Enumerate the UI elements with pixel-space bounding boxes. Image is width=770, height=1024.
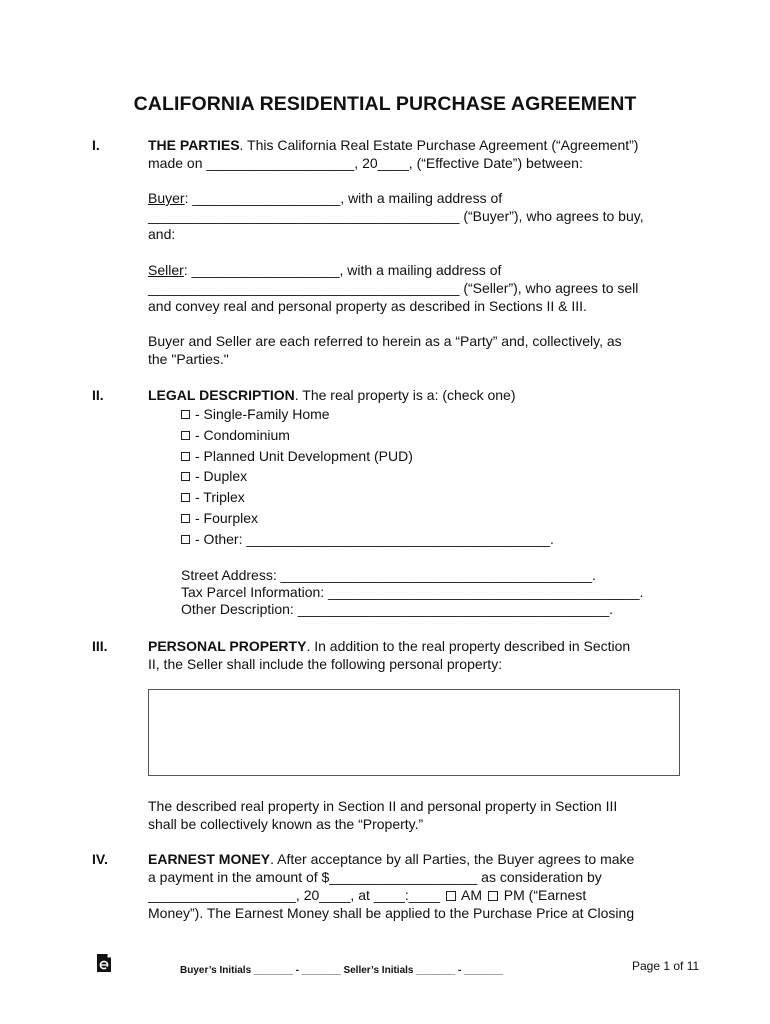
tax-parcel-field[interactable]: Tax Parcel Information: ________________________________________. <box>181 584 644 600</box>
checkbox-icon[interactable] <box>181 410 190 419</box>
document-title: CALIFORNIA RESIDENTIAL PURCHASE AGREEMENT <box>133 93 637 115</box>
earnest-line1: . After acceptance by all Parties, the Buyer agrees to make <box>270 851 635 867</box>
personal-property-textbox[interactable] <box>148 689 680 776</box>
property-definition-line2: shall be collectively known as the “Property.” <box>148 816 424 832</box>
pm-checkbox-icon[interactable] <box>488 891 498 901</box>
section-earnest-intro <box>148 850 634 922</box>
option-duplex[interactable] <box>181 466 554 487</box>
parties-line2[interactable]: made on ___________________, 20____, (“Effective Date”) between: <box>148 155 583 171</box>
checkbox-icon[interactable] <box>181 452 190 461</box>
other-description-field[interactable]: Other Description: ________________________________________. <box>181 601 614 617</box>
personal-line1: . In addition to the real property described in Section <box>306 638 631 654</box>
checkbox-icon[interactable] <box>181 472 190 481</box>
section-number-personal: III. <box>92 638 108 654</box>
seller-line1[interactable]: : ___________________, with a mailing address of <box>183 262 502 278</box>
collective-definition <box>148 332 622 368</box>
collective-line2: the "Parties." <box>148 351 229 367</box>
option-label: - Condominium <box>195 426 290 443</box>
collective-line1: Buyer and Seller are each referred to herein as a “Party” and, collectively, as <box>148 333 622 349</box>
checkbox-icon[interactable] <box>181 535 190 544</box>
section-heading-personal: PERSONAL PROPERTY <box>148 638 307 654</box>
personal-line2: II, the Seller shall include the following personal property: <box>148 656 503 672</box>
option-label: - Duplex <box>195 468 248 485</box>
earnest-amount-field[interactable]: a payment in the amount of $___________________ as consideration by <box>148 869 602 885</box>
checkbox-icon[interactable] <box>181 514 190 523</box>
am-label: AM <box>460 887 482 903</box>
am-checkbox-icon[interactable] <box>446 891 456 901</box>
seller-label: Seller <box>148 262 184 278</box>
section-number-parties: I. <box>92 137 100 153</box>
option-label: - Planned Unit Development (PUD) <box>195 447 413 464</box>
option-single-family[interactable] <box>181 404 554 425</box>
page-number: Page 1 of 11 <box>632 959 700 973</box>
section-heading-legal: LEGAL DESCRIPTION <box>148 387 295 403</box>
option-triplex[interactable] <box>181 487 554 508</box>
parties-line1: . This California Real Estate Purchase Agreement (“Agreement”) <box>239 137 639 153</box>
footer-initials[interactable]: Buyer’s Initials _______ - _______ Seller’s Initials _______ - _______ <box>180 965 504 976</box>
property-details <box>181 567 643 618</box>
property-definition <box>148 797 617 833</box>
buyer-block <box>148 189 644 243</box>
document-logo-icon <box>95 953 113 973</box>
buyer-label: Buyer <box>148 190 185 206</box>
option-label: - Triplex <box>195 489 245 506</box>
option-label: - Other: _______________________________________. <box>195 530 554 547</box>
option-other[interactable] <box>181 529 554 550</box>
option-fourplex[interactable] <box>181 508 554 529</box>
street-address-field[interactable]: Street Address: ________________________________________. <box>181 567 596 583</box>
section-heading-parties: THE PARTIES <box>148 137 240 153</box>
section-personal-intro <box>148 637 630 673</box>
pm-label: PM (“Earnest <box>503 887 587 903</box>
buyer-line3: and: <box>148 226 176 242</box>
seller-line2[interactable]: ________________________________________ (“Seller”), who agrees to sell <box>148 280 639 296</box>
section-legal-intro <box>148 386 516 404</box>
buyer-line2[interactable]: ________________________________________ (“Buyer”), who agrees to buy, <box>148 208 644 224</box>
seller-line3: and convey real and personal property as described in Sections II & III. <box>148 298 587 314</box>
option-pud[interactable] <box>181 446 554 467</box>
property-type-options <box>181 404 554 550</box>
earnest-date-field[interactable]: ___________________, 20____, at ____:____ <box>148 887 444 903</box>
section-number-earnest: IV. <box>92 851 108 867</box>
legal-line1: . The real property is a: (check one) <box>294 387 516 403</box>
section-parties-intro <box>148 136 638 172</box>
checkbox-icon[interactable] <box>181 493 190 502</box>
buyer-line1[interactable]: : ___________________, with a mailing address of <box>184 190 503 206</box>
option-label: - Fourplex <box>195 509 259 526</box>
earnest-line4: Money”). The Earnest Money shall be applied to the Purchase Price at Closing <box>148 905 635 921</box>
section-number-legal: II. <box>92 387 104 403</box>
option-label: - Single-Family Home <box>195 406 330 422</box>
property-definition-line1: The described real property in Section II and personal property in Section III <box>148 798 618 814</box>
section-heading-earnest: EARNEST MONEY <box>148 851 271 867</box>
seller-block <box>148 261 638 315</box>
checkbox-icon[interactable] <box>181 431 190 440</box>
option-condominium[interactable] <box>181 425 554 446</box>
